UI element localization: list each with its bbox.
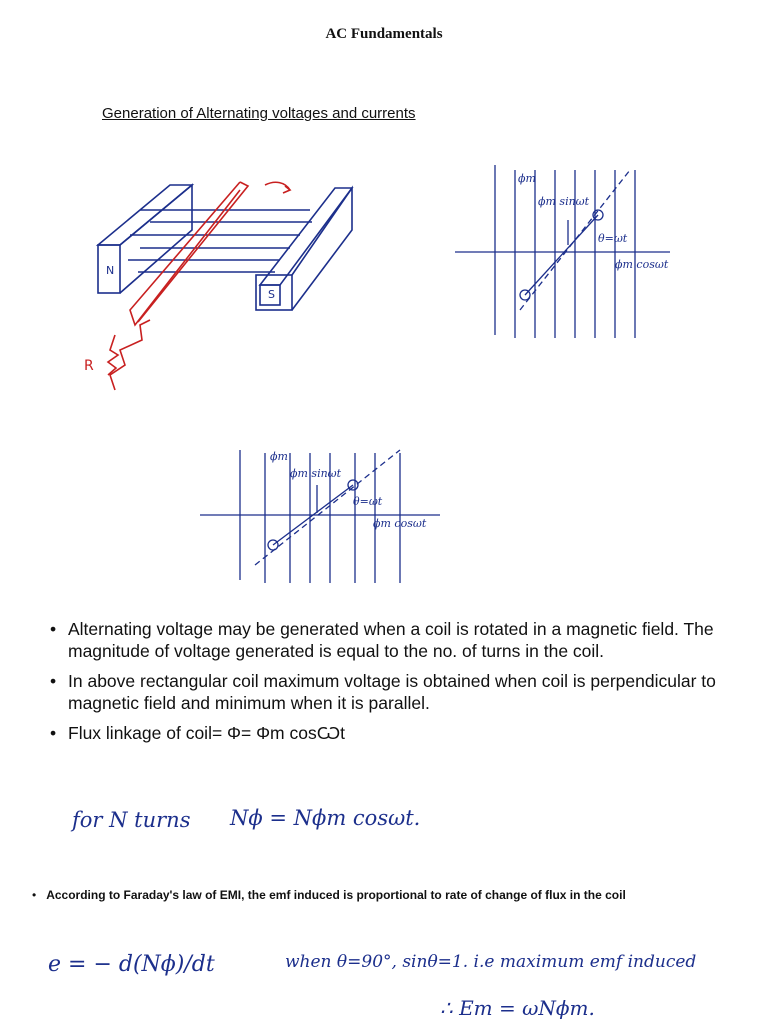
phi-m-cos-label: ϕm cosωt <box>615 258 669 271</box>
faraday-note <box>32 888 626 902</box>
generator-labels <box>84 264 275 374</box>
bullet-item: • Alternating voltage may be generated when a coil is rotated in a magnetic field. The magnitude of voltage generated is equal to the no. of turns in the coil. <box>40 618 730 662</box>
phi-m-label: ϕm <box>518 172 536 185</box>
flux-diagram-upper <box>450 160 680 355</box>
faraday-note-text: According to Faraday's law of EMI, the emf induced is proportional to rate of change of flux in the coil <box>46 888 626 902</box>
bullet-item: • In above rectangular coil maximum voltage is obtained when coil is perpendicular to magnetic field and minimum when it is parallel. <box>40 670 730 714</box>
handwritten-n-turns-label: for N turns <box>72 808 191 832</box>
handwritten-emf-equation: e = − d(Nϕ)/dt <box>48 952 215 977</box>
phi-m-sin-label: ϕm sinωt <box>290 467 342 480</box>
phi-m-cos-label: ϕm cosωt <box>373 517 427 530</box>
flux-diagram-center <box>195 445 445 590</box>
bullet-list <box>40 618 730 752</box>
page-title: AC Fundamentals <box>325 26 443 42</box>
pole-s-label: S <box>268 288 275 301</box>
resistor-label: R <box>84 358 94 374</box>
section-subtitle: Generation of Alternating voltages and currents <box>102 105 416 122</box>
theta-label: θ=ωt <box>353 495 383 508</box>
generator-figure <box>80 150 380 400</box>
pole-n-label: N <box>106 264 115 277</box>
phi-m-sin-label: ϕm sinωt <box>538 195 590 208</box>
bullet-dot: • <box>32 888 37 902</box>
theta-label: θ=ωt <box>598 232 628 245</box>
handwritten-em-equation: ∴ Em = ωNϕm. <box>440 996 595 1020</box>
phi-m-label: ϕm <box>270 450 288 463</box>
bullet-item: • Flux linkage of coil= Φ= Φm cosѠt <box>40 722 730 744</box>
handwritten-n-turns-equation: Nϕ = Nϕm cosωt. <box>230 806 421 830</box>
handwritten-max-condition: when θ=90°, sinθ=1. i.e maximum emf induced <box>285 952 697 972</box>
